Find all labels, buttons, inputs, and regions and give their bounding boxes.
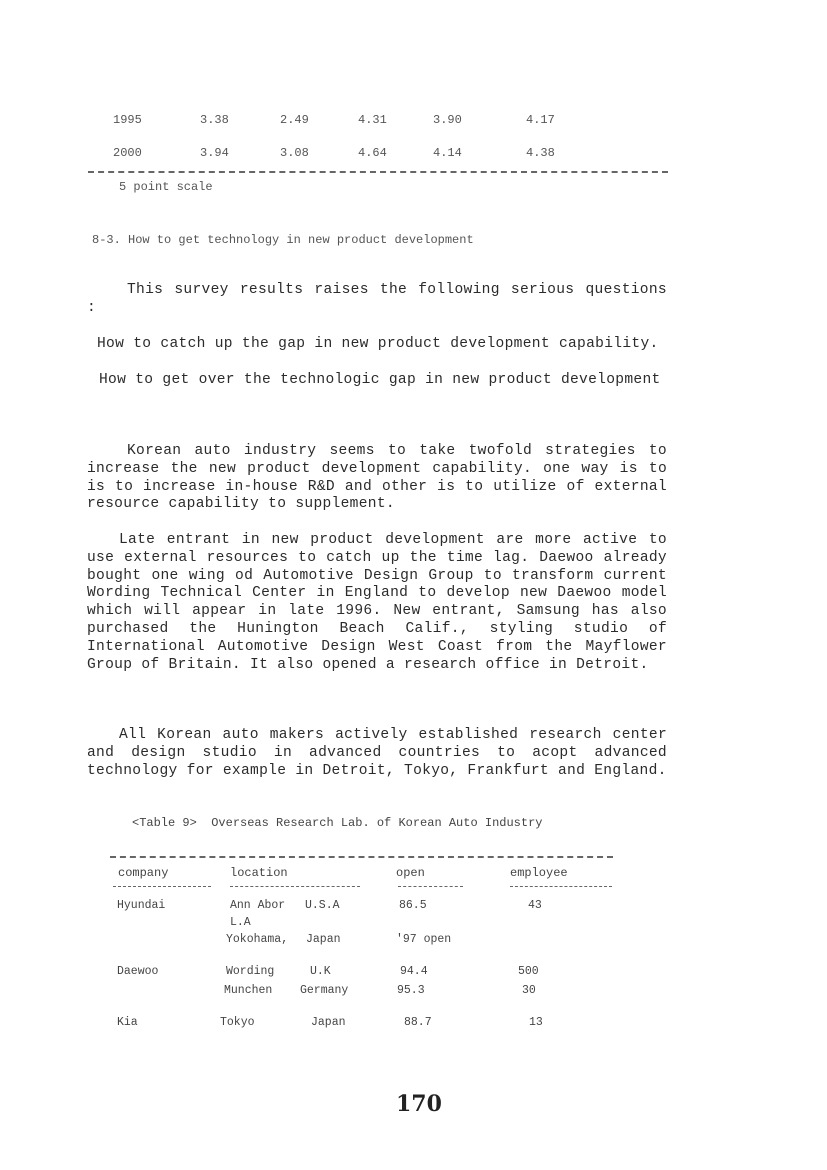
row-value: 3.38 <box>200 113 229 127</box>
row-value: 4.14 <box>433 146 462 160</box>
cell-open: '97 open <box>396 933 452 946</box>
row-value: 3.90 <box>433 113 462 127</box>
row-value: 2.49 <box>280 113 309 127</box>
table-bottom-rule <box>88 171 668 173</box>
header-employee: employee <box>510 866 568 880</box>
cell-open: 86.5 <box>399 899 427 912</box>
cell-employee: 30 <box>522 984 536 997</box>
cell-city: Munchen <box>224 984 273 997</box>
cell-country: U.S.A <box>305 899 340 912</box>
cell-company: Daewoo <box>117 965 159 978</box>
cell-employee: 13 <box>529 1016 543 1029</box>
cell-city: Tokyo <box>220 1016 255 1029</box>
row-value: 4.17 <box>526 113 555 127</box>
row-value: 3.08 <box>280 146 309 160</box>
row-value: 4.64 <box>358 146 387 160</box>
header-location: location <box>230 866 288 880</box>
cell-city: L.A <box>230 916 251 929</box>
cell-employee: 43 <box>528 899 542 912</box>
cell-country: Germany <box>300 984 349 997</box>
table9-label: <Table 9> <box>132 816 197 830</box>
header-underline <box>113 886 211 887</box>
cell-open: 95.3 <box>397 984 425 997</box>
header-underline <box>510 886 612 887</box>
row-value: 4.38 <box>526 146 555 160</box>
cell-company: Kia <box>117 1016 138 1029</box>
header-underline <box>398 886 463 887</box>
cell-city: Yokohama, <box>226 933 289 946</box>
table9-top-rule <box>110 856 613 858</box>
table9-title: Overseas Research Lab. of Korean Auto Industry <box>211 816 543 830</box>
intro-paragraph: This survey results raises the following serious questions : <box>87 282 667 316</box>
cell-open: 94.4 <box>400 965 428 978</box>
paragraph-strategies: Korean auto industry seems to take twofold strategies to increase the new product development capability. one way is to is to increase in-house R&D and other is to utilize of external resource capability to supplement. <box>87 443 667 513</box>
paragraph-late-entrant: Late entrant in new product development are more active to use external resources to catch up the time lag. Daewoo already bought one wing od Automotive Design Group to transform current Wording Technical Center in England to develop new Daewoo model which will appear in late 1996. New entrant, Samsung has also purchased the Hunington Beach Calif., styling studio of International Automotive Design West Coast from the Mayflower Group of Britain. It also opened a research office in Detroit. <box>87 532 667 673</box>
cell-company: Hyundai <box>117 899 166 912</box>
question-2: How to get over the technologic gap in new product development <box>99 372 661 388</box>
header-open: open <box>396 866 425 880</box>
cell-city: Wording <box>226 965 275 978</box>
cell-country: U.K <box>310 965 331 978</box>
section-heading: 8-3. How to get technology in new product development <box>92 233 474 247</box>
header-underline <box>230 886 360 887</box>
row-value: 3.94 <box>200 146 229 160</box>
cell-country: Japan <box>306 933 341 946</box>
cell-employee: 500 <box>518 965 539 978</box>
paragraph-research-centers: All Korean auto makers actively established research center and design studio in advanced countries to acopt advanced technology for example in Detroit, Tokyo, Frankfurt and England. <box>87 727 667 779</box>
cell-city: Ann Abor <box>230 899 286 912</box>
page-number: 170 <box>396 1091 442 1117</box>
row-year: 2000 <box>113 146 142 160</box>
header-company: company <box>118 866 169 880</box>
row-year: 1995 <box>113 113 142 127</box>
row-value: 4.31 <box>358 113 387 127</box>
cell-country: Japan <box>311 1016 346 1029</box>
question-1: How to catch up the gap in new product development capability. <box>97 336 659 352</box>
cell-open: 88.7 <box>404 1016 432 1029</box>
scale-note: 5 point scale <box>119 180 213 194</box>
table9-caption <box>132 816 542 830</box>
